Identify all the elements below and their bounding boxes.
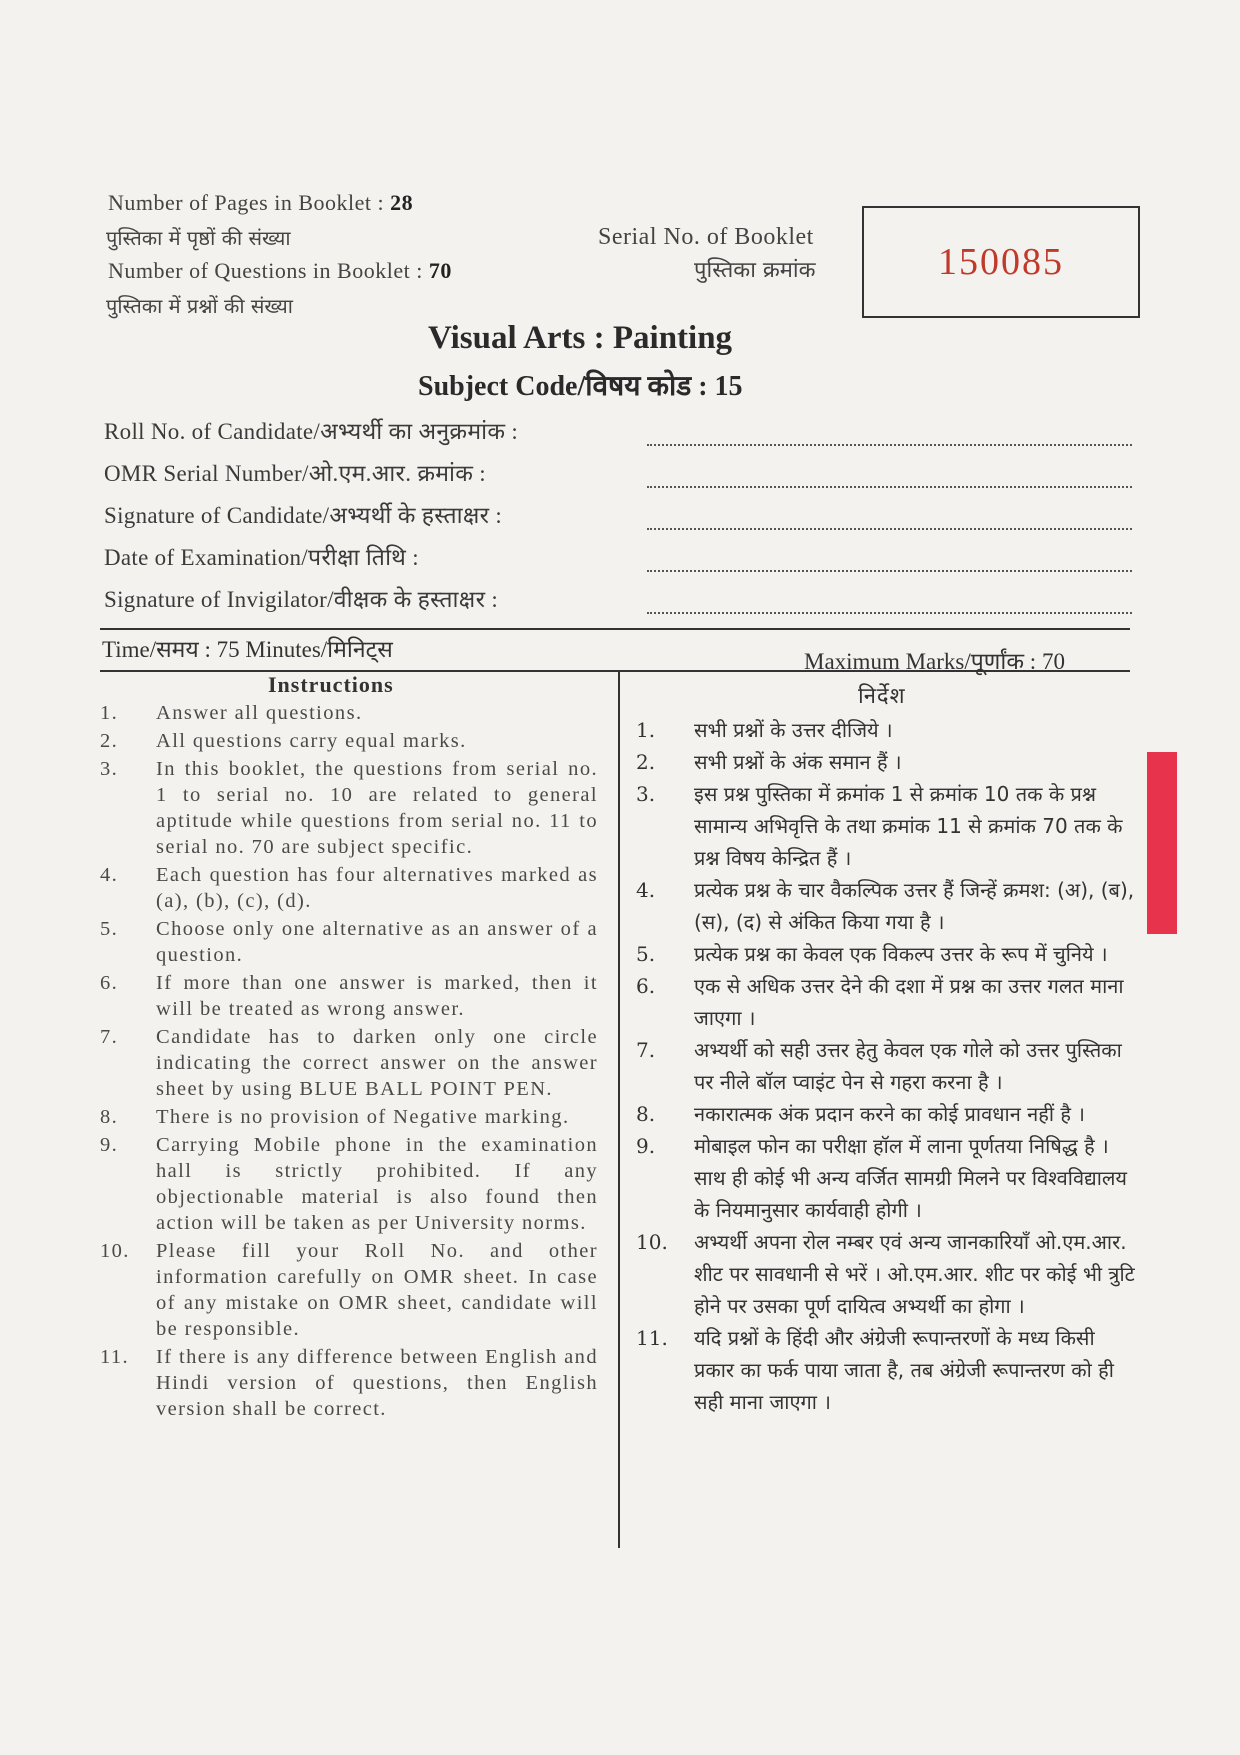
instruction-hi-item: 6. एक से अधिक उत्तर देने की दशा में प्रश्न का उत्तर गलत माना जाएगा । — [636, 974, 1124, 1030]
instruction-en-item: 7. Candidate has to darken only one circle indicating the correct answer on the answer sheet by using BLUE BALL POINT PEN. — [100, 1026, 598, 1100]
instruction-hi-item: 1. सभी प्रश्नों के उत्तर दीजिये । — [636, 718, 893, 742]
instruction-hi-item: 11. यदि प्रश्नों के हिंदी और अंग्रेजी रूपान्तरणों के मध्य किसी प्रकार का फर्क पाया जाता है, तब अंग्रेजी रूपान्तरण को ही सही माना जाएगा । — [636, 1326, 1114, 1414]
questions-line — [108, 258, 452, 284]
divider-top — [100, 628, 1130, 630]
instruction-en-item: 6. If more than one answer is marked, then it will be treated as wrong answer. — [100, 972, 598, 1020]
instruction-hi-item: 10. अभ्यर्थी अपना रोल नम्बर एवं अन्य जानकारियाँ ओ.एम.आर. शीट पर सावधानी से भरें । ओ.एम.आर. शीट पर कोई भी त्रुटि होने पर उसका पूर्ण दायित्व अभ्यर्थी का होगा । — [636, 1230, 1135, 1318]
time-allowed: Time/समय : 75 Minutes/मिनिट्स — [102, 637, 393, 662]
pages-hindi: पुस्तिका में पृष्ठों की संख्या — [106, 226, 291, 250]
instruction-en-item: 11. If there is any difference between English and Hindi version of questions, then English version shall be correct. — [100, 1346, 598, 1420]
instruction-en-item: 8. There is no provision of Negative marking. — [100, 1106, 570, 1128]
instruction-en-item: 10. Please fill your Roll No. and other information carefully on OMR sheet. In case of any mistake on OMR sheet, candidate will be responsible. — [100, 1240, 598, 1340]
red-margin-tab — [1147, 752, 1177, 934]
instruction-en-item: 4. Each question has four alternatives marked as (a), (b), (c), (d). — [100, 864, 598, 912]
serial-number-box — [862, 206, 1140, 318]
instructions-heading: Instructions — [268, 672, 394, 697]
instructions-en-list — [88, 700, 598, 1424]
field-candidate-signature: Signature of Candidate/अभ्यर्थी के हस्ताक्षर : — [104, 503, 503, 528]
invigilator-signature-input[interactable] — [647, 612, 1132, 614]
instruction-hi-item: 2. सभी प्रश्नों के अंक समान हैं । — [636, 750, 902, 774]
instruction-hi-item: 5. प्रत्येक प्रश्न का केवल एक विकल्प उत्तर के रूप में चुनिये । — [636, 942, 1108, 966]
exam-title: Visual Arts : Painting — [428, 320, 733, 356]
max-marks: Maximum Marks/पूर्णांक : 70 — [804, 649, 1065, 674]
field-invigilator-signature: Signature of Invigilator/वीक्षक के हस्ताक्षर : — [104, 587, 499, 612]
pages-value: 28 — [390, 190, 414, 215]
questions-hindi: पुस्तिका में प्रश्नों की संख्या — [106, 294, 293, 318]
omr-serial-input[interactable] — [647, 486, 1132, 488]
pages-line — [108, 190, 413, 216]
instruction-en-item: 9. Carrying Mobile phone in the examination hall is strictly prohibited. If any objectionable material is also found then action will be taken as per University norms. — [100, 1134, 598, 1234]
subject-code: Subject Code/विषय कोड : 15 — [418, 371, 743, 402]
exam-date-input[interactable] — [647, 570, 1132, 572]
pages-label: Number of Pages in Booklet : — [108, 190, 385, 215]
candidate-signature-input[interactable] — [647, 528, 1132, 530]
questions-label: Number of Questions in Booklet : — [108, 258, 423, 283]
instruction-en-item: 2. All questions carry equal marks. — [100, 730, 467, 752]
instruction-en-item: 1. Answer all questions. — [100, 702, 363, 724]
field-roll-no: Roll No. of Candidate/अभ्यर्थी का अनुक्रमांक : — [104, 419, 519, 444]
instructions-hindi-heading: निर्देश — [858, 684, 906, 709]
instructions-hi-list — [630, 714, 1138, 1418]
serial-hindi: पुस्तिका क्रमांक — [694, 258, 816, 283]
field-exam-date: Date of Examination/परीक्षा तिथि : — [104, 545, 419, 570]
instruction-hi-item: 3. इस प्रश्न पुस्तिका में क्रमांक 1 से क्रमांक 10 तक के प्रश्न सामान्य अभिवृत्ति के तथा क्रमांक 11 से क्रमांक 70 तक के प्रश्न विषय केन्द्रित हैं । — [636, 782, 1123, 870]
instruction-hi-item: 4. प्रत्येक प्रश्न के चार वैकल्पिक उत्तर हैं जिन्हें क्रमश: (अ), (ब), (स), (द) से अंकित किया गया है । — [636, 878, 1135, 934]
serial-number: 150085 — [938, 241, 1064, 283]
serial-label: Serial No. of Booklet — [598, 224, 814, 250]
divider-bottom — [100, 670, 1130, 672]
instruction-hi-item: 8. नकारात्मक अंक प्रदान करने का कोई प्रावधान नहीं है । — [636, 1102, 1085, 1126]
instruction-hi-item: 9. मोबाइल फोन का परीक्षा हॉल में लाना पूर्णतया निषिद्ध है । साथ ही कोई भी अन्य वर्जित सामग्री मिलने पर विश्वविद्यालय के नियमानुसार कार्यवाही होगी । — [636, 1134, 1128, 1222]
column-divider — [618, 670, 620, 1548]
questions-value: 70 — [428, 258, 452, 283]
roll-no-input[interactable] — [647, 444, 1132, 446]
instruction-en-item: 5. Choose only one alternative as an answer of a question. — [100, 918, 598, 966]
instruction-en-item: 3. In this booklet, the questions from serial no. 1 to serial no. 10 are related to general aptitude while questions from serial no. 11 to serial no. 70 are subject specific. — [100, 758, 598, 858]
instruction-hi-item: 7. अभ्यर्थी को सही उत्तर हेतु केवल एक गोले को उत्तर पुस्तिका पर नीले बॉल प्वाइंट पेन से गहरा करना है । — [636, 1038, 1122, 1094]
field-omr-serial: OMR Serial Number/ओ.एम.आर. क्रमांक : — [104, 461, 487, 486]
